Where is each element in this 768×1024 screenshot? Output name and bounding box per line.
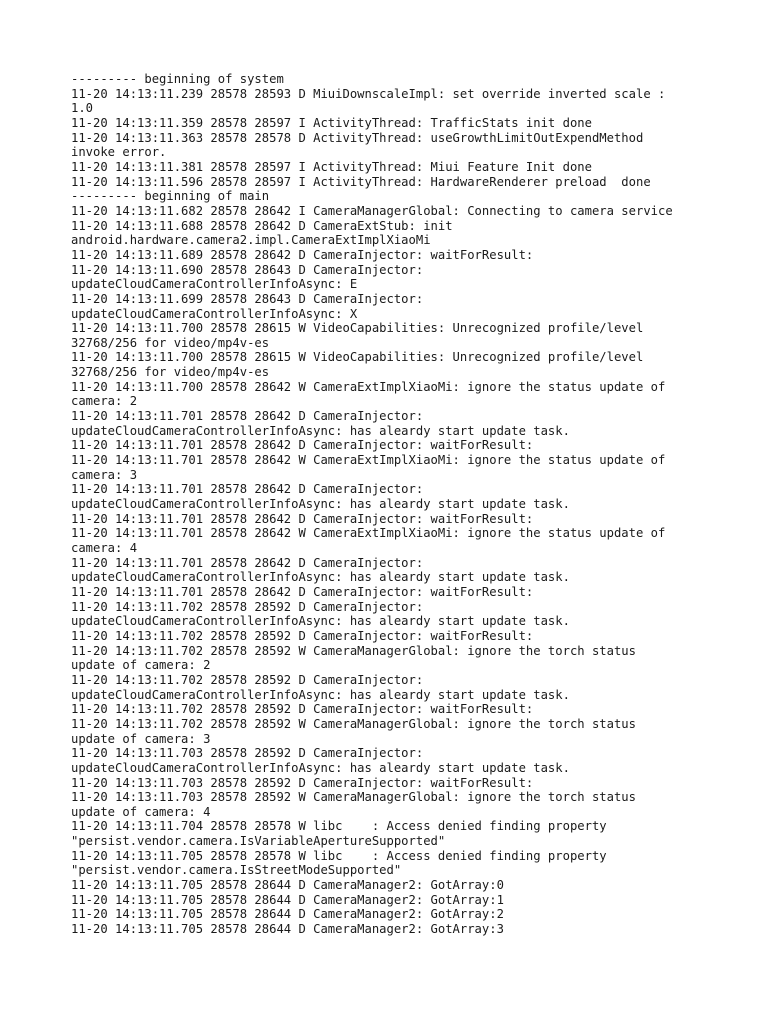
log-line: 11-20 14:13:11.701 28578 28642 D CameraInjector: waitForResult:	[71, 584, 534, 599]
log-line: updateCloudCameraControllerInfoAsync: has aleardy start update task.	[71, 423, 570, 438]
log-line: updateCloudCameraControllerInfoAsync: X	[71, 306, 358, 321]
log-line: 11-20 14:13:11.703 28578 28592 D CameraInjector:	[71, 746, 424, 761]
log-line: 11-20 14:13:11.705 28578 28578 W libc : Access denied finding property	[71, 848, 607, 863]
log-line: invoke error.	[71, 145, 167, 160]
log-line: update of camera: 3	[71, 731, 211, 746]
log-line: 1.0	[71, 101, 94, 116]
log-line: 11-20 14:13:11.690 28578 28643 D CameraInjector:	[71, 262, 424, 277]
log-line: 11-20 14:13:11.363 28578 28578 D ActivityThread: useGrowthLimitOutExpendMethod	[71, 130, 644, 145]
log-line: updateCloudCameraControllerInfoAsync: has aleardy start update task.	[71, 497, 570, 512]
log-line: 11-20 14:13:11.689 28578 28642 D CameraInjector: waitForResult:	[71, 247, 534, 262]
log-line: 11-20 14:13:11.701 28578 28642 W CameraExtImplXiaoMi: ignore the status update of	[71, 453, 666, 468]
log-line: 11-20 14:13:11.705 28578 28644 D CameraManager2: GotArray:1	[71, 892, 504, 907]
log-line: update of camera: 4	[71, 804, 211, 819]
log-line: 11-20 14:13:11.596 28578 28597 I ActivityThread: HardwareRenderer preload done	[71, 174, 651, 189]
log-line: updateCloudCameraControllerInfoAsync: has aleardy start update task.	[71, 570, 570, 585]
log-line: 11-20 14:13:11.239 28578 28593 D MiuiDownscaleImpl: set override inverted scale :	[71, 86, 666, 101]
log-line: 11-20 14:13:11.701 28578 28642 D CameraInjector:	[71, 409, 424, 424]
log-line: 11-20 14:13:11.701 28578 28642 D CameraInjector:	[71, 555, 424, 570]
log-line: --------- beginning of system	[71, 72, 284, 86]
log-line: 11-20 14:13:11.705 28578 28644 D CameraManager2: GotArray:2	[71, 907, 504, 922]
log-line: 11-20 14:13:11.381 28578 28597 I ActivityThread: Miui Feature Init done	[71, 159, 592, 174]
log-line: 11-20 14:13:11.701 28578 28642 D CameraInjector: waitForResult:	[71, 511, 534, 526]
log-line: android.hardware.camera2.impl.CameraExtImplXiaoMi	[71, 233, 431, 248]
log-line: 11-20 14:13:11.701 28578 28642 D CameraInjector: waitForResult:	[71, 438, 534, 453]
log-line: 11-20 14:13:11.702 28578 28592 W CameraManagerGlobal: ignore the torch status	[71, 716, 636, 731]
log-line: 11-20 14:13:11.702 28578 28592 D CameraInjector:	[71, 599, 424, 614]
log-line: 11-20 14:13:11.359 28578 28597 I ActivityThread: TrafficStats init done	[71, 115, 592, 130]
log-line: 32768/256 for video/mp4v-es	[71, 335, 270, 350]
log-line: --------- beginning of main	[71, 189, 270, 204]
log-line: 11-20 14:13:11.701 28578 28642 D CameraInjector:	[71, 482, 424, 497]
log-line: 11-20 14:13:11.700 28578 28615 W VideoCapabilities: Unrecognized profile/level	[71, 350, 644, 365]
log-line: 11-20 14:13:11.688 28578 28642 D CameraExtStub: init	[71, 218, 453, 233]
log-line: 32768/256 for video/mp4v-es	[71, 365, 270, 380]
log-line: 11-20 14:13:11.705 28578 28644 D CameraManager2: GotArray:3	[71, 922, 504, 937]
log-line: 11-20 14:13:11.682 28578 28642 I CameraManagerGlobal: Connecting to camera service	[71, 203, 673, 218]
log-line: 11-20 14:13:11.702 28578 28592 D CameraInjector:	[71, 672, 424, 687]
log-line: updateCloudCameraControllerInfoAsync: has aleardy start update task.	[71, 614, 570, 629]
log-line: 11-20 14:13:11.705 28578 28644 D CameraManager2: GotArray:0	[71, 878, 504, 893]
log-line: 11-20 14:13:11.699 28578 28643 D CameraInjector:	[71, 291, 424, 306]
log-line: camera: 3	[71, 467, 138, 482]
log-line: update of camera: 2	[71, 658, 211, 673]
log-line: updateCloudCameraControllerInfoAsync: E	[71, 277, 358, 292]
log-line: 11-20 14:13:11.702 28578 28592 W CameraManagerGlobal: ignore the torch status	[71, 643, 636, 658]
log-line: camera: 2	[71, 394, 138, 409]
log-document	[71, 72, 711, 937]
log-line: 11-20 14:13:11.704 28578 28578 W libc : Access denied finding property	[71, 819, 607, 834]
log-line: 11-20 14:13:11.700 28578 28615 W VideoCapabilities: Unrecognized profile/level	[71, 321, 644, 336]
log-line: 11-20 14:13:11.701 28578 28642 W CameraExtImplXiaoMi: ignore the status update of	[71, 526, 666, 541]
log-line: "persist.vendor.camera.IsVariableApertureSupported"	[71, 834, 446, 849]
log-line: 11-20 14:13:11.700 28578 28642 W CameraExtImplXiaoMi: ignore the status update of	[71, 379, 666, 394]
log-line: 11-20 14:13:11.702 28578 28592 D CameraInjector: waitForResult:	[71, 702, 534, 717]
log-line: "persist.vendor.camera.IsStreetModeSupported"	[71, 863, 402, 878]
log-line: 11-20 14:13:11.703 28578 28592 W CameraManagerGlobal: ignore the torch status	[71, 790, 636, 805]
log-line: 11-20 14:13:11.702 28578 28592 D CameraInjector: waitForResult:	[71, 628, 534, 643]
log-line: camera: 4	[71, 541, 138, 555]
log-line: updateCloudCameraControllerInfoAsync: has aleardy start update task.	[71, 760, 570, 775]
log-line: 11-20 14:13:11.703 28578 28592 D CameraInjector: waitForResult:	[71, 775, 534, 790]
log-line: updateCloudCameraControllerInfoAsync: has aleardy start update task.	[71, 687, 570, 702]
